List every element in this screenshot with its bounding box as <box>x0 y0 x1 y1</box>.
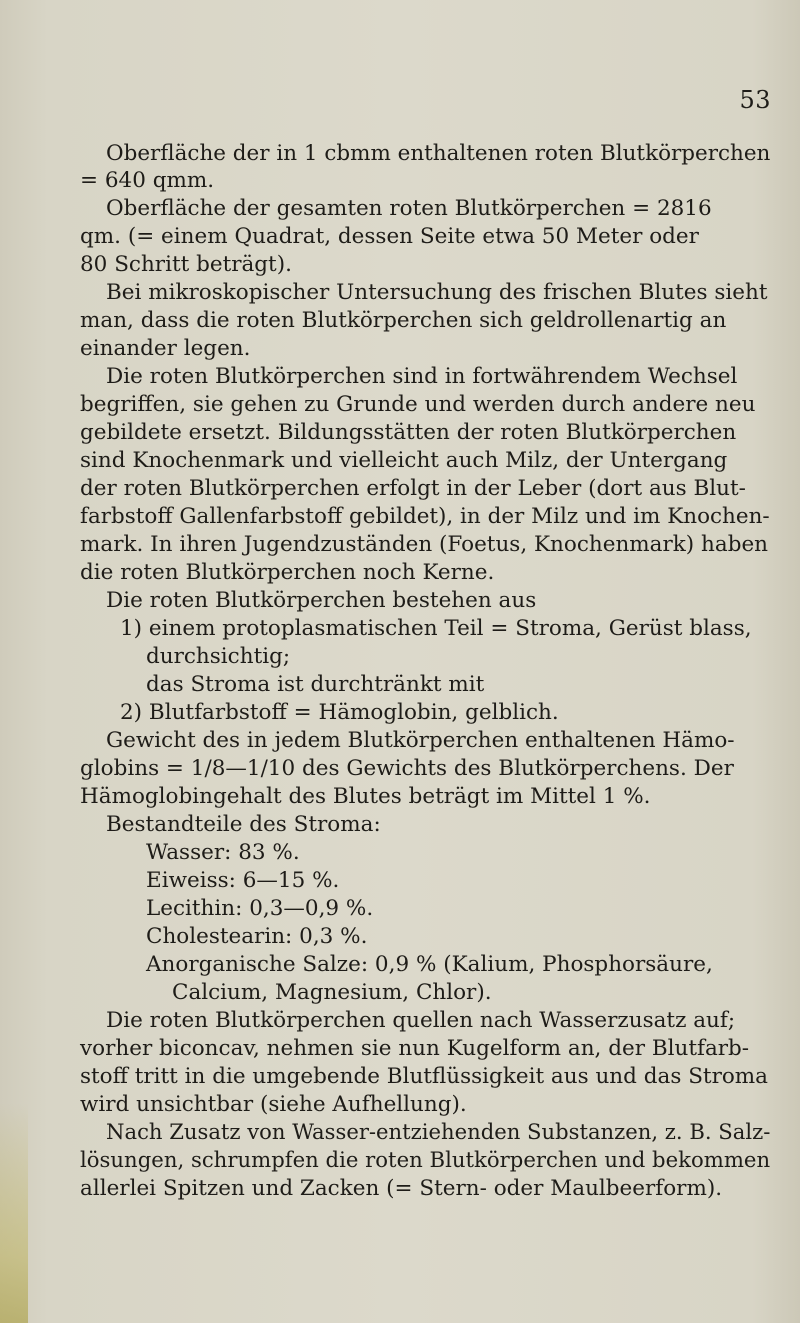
text-line: Lecithin: 0,3—0,9 %. <box>146 896 374 921</box>
text-line: 1) einem protoplasmatischen Teil = Stroma, Gerüst blass, <box>120 616 752 641</box>
text-line: Cholestearin: 0,3 %. <box>146 924 368 949</box>
text-line: lösungen, schrumpfen die roten Blutkörperchen und bekommen <box>80 1148 771 1173</box>
text-line: vorher biconcav, nehmen sie nun Kugelform an, der Blutfarb- <box>80 1036 750 1061</box>
text-line: Oberfläche der gesamten roten Blutkörperchen = 2816 <box>106 196 712 221</box>
text-line: durchsichtig; <box>146 644 291 669</box>
text-line: Anorganische Salze: 0,9 % (Kalium, Phosphorsäure, <box>146 952 713 977</box>
text-line: der roten Blutkörperchen erfolgt in der Leber (dort aus Blut- <box>80 476 746 501</box>
text-line: Wasser: 83 %. <box>146 840 300 865</box>
text-line: Hämoglobingehalt des Blutes beträgt im Mittel 1 %. <box>80 784 651 809</box>
text-line: Die roten Blutkörperchen quellen nach Wasserzusatz auf; <box>106 1008 736 1033</box>
page-edge-stain <box>0 1103 28 1323</box>
text-line: Die roten Blutkörperchen bestehen aus <box>106 588 537 613</box>
text-line: man, dass die roten Blutkörperchen sich geldrollenartig an <box>80 308 727 333</box>
text-line: Oberfläche der in 1 cbmm enthaltenen roten Blutkörperchen <box>106 141 771 166</box>
text-line: das Stroma ist durchtränkt mit <box>146 672 485 697</box>
text-line: = 640 qmm. <box>80 168 215 193</box>
text-line: qm. (= einem Quadrat, dessen Seite etwa 50 Meter oder <box>80 224 699 249</box>
text-line: Bestandteile des Stroma: <box>106 812 381 837</box>
text-line: allerlei Spitzen und Zacken (= Stern- oder Maulbeerform). <box>80 1176 723 1201</box>
text-line: Nach Zusatz von Wasser-entziehenden Substanzen, z. B. Salz- <box>106 1120 771 1145</box>
text-line: Calcium, Magnesium, Chlor). <box>172 980 492 1005</box>
text-line: begriffen, sie gehen zu Grunde und werden durch andere neu <box>80 392 756 417</box>
text-line: Bei mikroskopischer Untersuchung des frischen Blutes sieht <box>106 280 768 305</box>
text-line: 2) Blutfarbstoff = Hämoglobin, gelblich. <box>120 700 559 725</box>
text-line: mark. In ihren Jugendzuständen (Foetus, Knochenmark) haben <box>80 532 769 557</box>
text-line: 80 Schritt beträgt). <box>80 252 292 277</box>
text-line: Die roten Blutkörperchen sind in fortwährendem Wechsel <box>106 364 738 389</box>
text-line: sind Knochenmark und vielleicht auch Milz, der Untergang <box>80 448 728 473</box>
page-number: 53 <box>739 86 771 114</box>
text-line: gebildete ersetzt. Bildungsstätten der roten Blutkörperchen <box>80 420 737 445</box>
text-line: stoff tritt in die umgebende Blutflüssigkeit aus und das Stroma <box>80 1064 768 1089</box>
text-line: farbstoff Gallenfarbstoff gebildet), in der Milz und im Knochen- <box>80 504 770 529</box>
text-line: wird unsichtbar (siehe Aufhellung). <box>80 1092 467 1117</box>
text-line: globins = 1/8—1/10 des Gewichts des Blutkörperchens. Der <box>80 756 734 781</box>
text-line: die roten Blutkörperchen noch Kerne. <box>80 560 495 585</box>
text-line: Eiweiss: 6—15 %. <box>146 868 340 893</box>
text-line: Gewicht des in jedem Blutkörperchen enthaltenen Hämo- <box>106 728 735 753</box>
text-line: einander legen. <box>80 336 251 361</box>
